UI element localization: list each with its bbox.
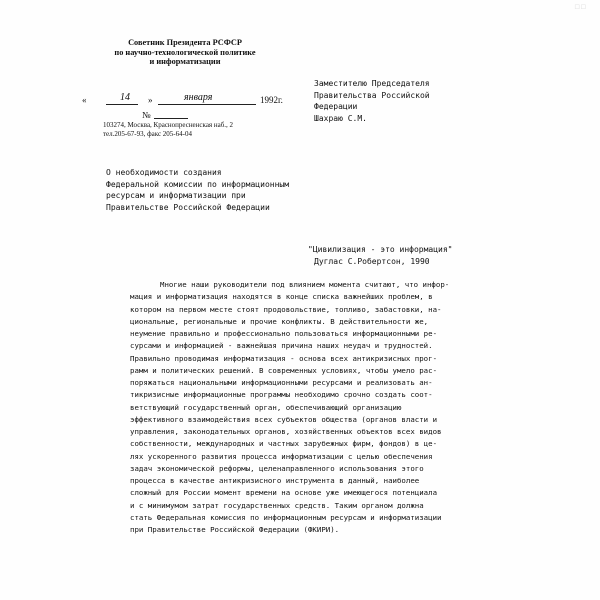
document-number-label: № — [142, 110, 151, 120]
body-line: котором на первом месте стоят продовольствие, топливо, забастовки, на- — [130, 304, 442, 314]
body-line: неумение правильно и профессионально пользоваться информационными ре- — [130, 329, 438, 338]
body-line: задач экономической реформы, целенаправленного использования этого — [130, 463, 424, 473]
body-line: управления, законодательных органов, хозяйственных объектов всех видов — [130, 427, 442, 436]
body-line: эффективного взаимодействия всех субъектов общества (органов власти и — [130, 414, 438, 424]
subject-block — [106, 167, 289, 213]
letterhead-line: Советник Президента РСФСР — [128, 38, 242, 47]
body-text — [130, 279, 449, 536]
subject-line: Федеральной комиссии по информационным — [106, 179, 290, 189]
body-line: циональные, региональные и прочие конфликты. В действительности же, — [130, 316, 429, 326]
date-close-quote: » — [148, 95, 153, 105]
body-line: при Правительстве Российской Федерации (ФКИРИ). — [130, 525, 340, 534]
recipient-line: Заместителю Председателя — [314, 79, 430, 88]
letterhead-line: по научно-технологической политике — [114, 47, 256, 57]
letterhead-line: и информатизации — [149, 57, 221, 66]
date-day: 14 — [120, 92, 130, 103]
body-line: сложный для России момент времени на основе уже имеющегося потенциала — [130, 488, 438, 498]
body-line: процесса в качестве антикризисного инструмента в данный, наиболее — [130, 476, 420, 485]
date-year: 1992г. — [260, 95, 283, 105]
address-phones: тел.205-67-93, факс 205-64-04 — [103, 130, 192, 138]
body-line: Многие наши руководители под влиянием момента считают, что инфор- — [160, 280, 450, 289]
date-month: января — [184, 92, 213, 103]
date-month-underline — [158, 104, 256, 105]
body-line: мация и информатизация находятся в конце списка важнейших проблем, в — [130, 292, 433, 302]
epigraph-quote: "Цивилизация - это информация" — [308, 245, 453, 254]
body-line: стать Федеральная комиссия по информационным ресурсам и информатизации — [130, 512, 442, 522]
letterhead — [110, 38, 260, 67]
body-line: Правильно проводимая информатизация - основа всех антикризисных прог- — [130, 353, 438, 363]
body-line: сурсами и информацией - важнейшая причина наших неудач и трудностей. — [130, 341, 433, 351]
recipient-line: Правительства Российской — [314, 90, 430, 100]
date-line — [82, 94, 296, 108]
subject-line: ресурсам и информатизации при — [106, 191, 246, 200]
subject-line: О необходимости создания — [106, 168, 222, 177]
recipient-block — [314, 78, 430, 124]
recipient-line: Федерации — [314, 102, 358, 111]
address-street: 103274, Москва, Краснопресненская наб., 2 — [103, 121, 234, 129]
sender-address — [103, 121, 233, 139]
faint-page-mark: ▫▫ — [574, 2, 587, 12]
subject-line: Правительстве Российской Федерации — [106, 202, 270, 212]
epigraph-author: Дуглас С.Робертсон, 1990 — [314, 256, 430, 266]
document-number-blank — [154, 118, 188, 119]
body-line: и с минимумом затрат государственных средств. Таким органом должна — [130, 500, 424, 510]
epigraph — [308, 244, 453, 267]
date-open-quote: « — [82, 95, 87, 105]
recipient-line: Шахраю С.М. — [314, 113, 367, 123]
body-line: ветствующий государственный орган, обеспечивающий организацию — [130, 402, 402, 412]
body-line: тикризисные информационные программы необходимо срочно создать соот- — [130, 390, 433, 400]
body-line: собственности, международных и частных зарубежных фирм, фондов) в це- — [130, 439, 438, 449]
body-line: лях ускоренного развития процесса информатизации с целью обеспечения — [130, 451, 433, 461]
body-line: поряжаться национальными информационными ресурсами и реализовать ан- — [130, 378, 433, 387]
body-line: рамм и политических решений. В современных условиях, чтобы умело рас- — [130, 365, 438, 375]
date-day-underline — [106, 104, 138, 105]
document-number-line — [142, 110, 202, 120]
